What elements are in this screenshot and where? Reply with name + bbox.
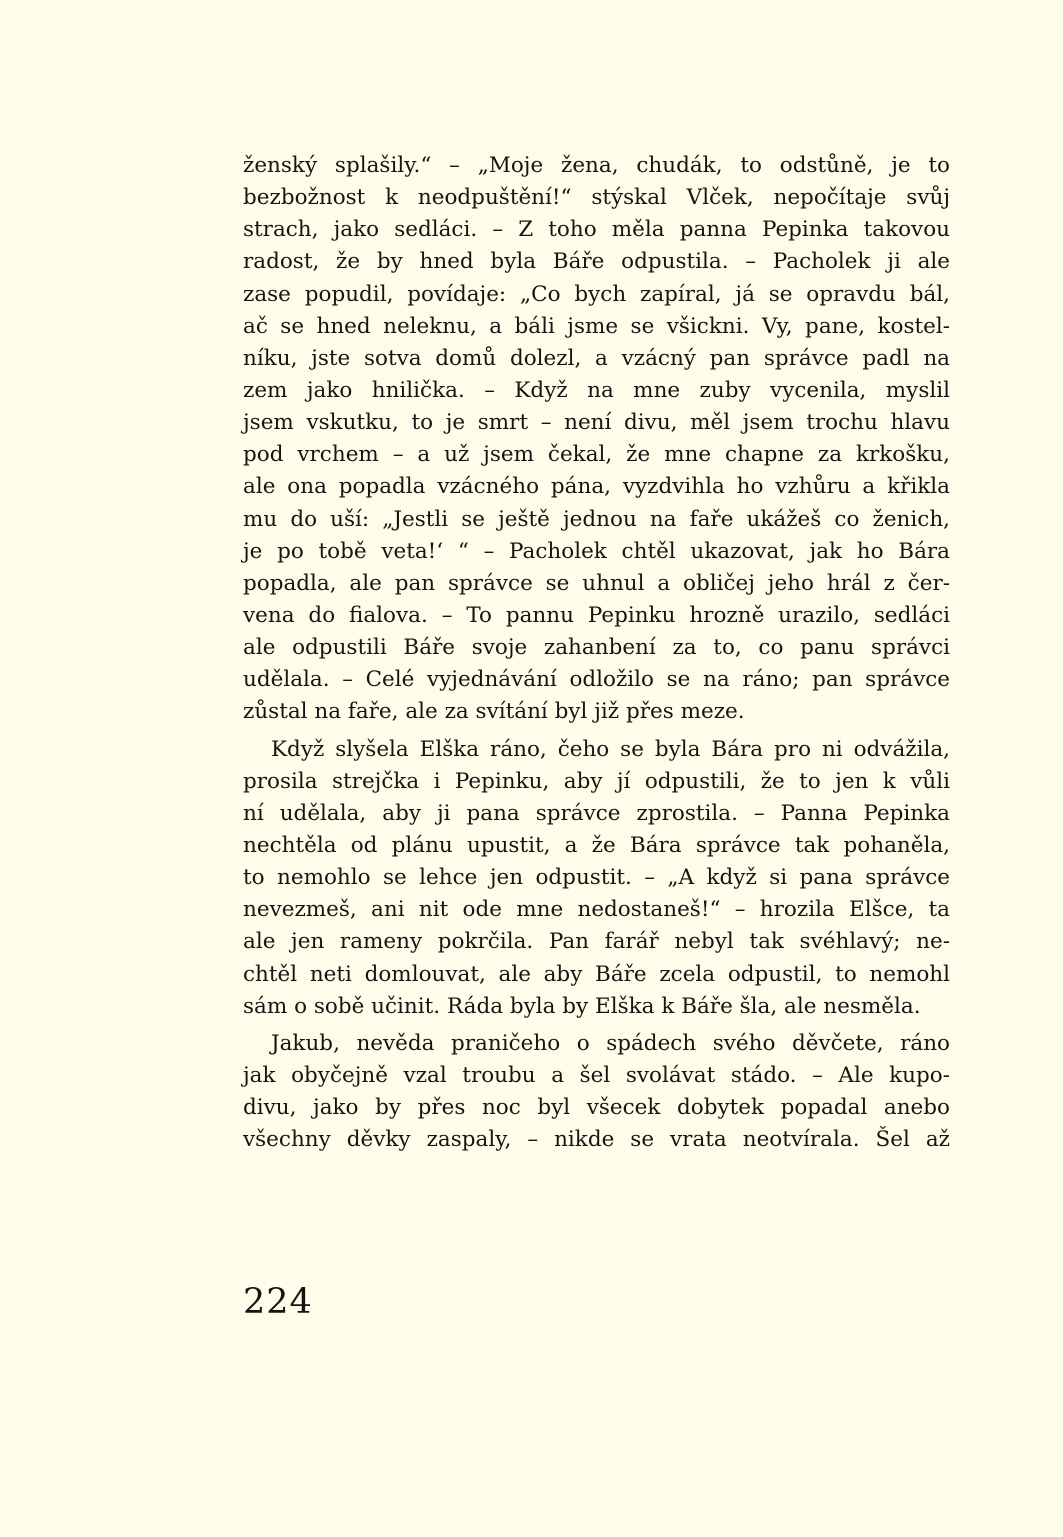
text-line: to nemohlo se lehce jen odpustit. – „A když si pana správce [243, 865, 950, 891]
text-line: vena do fialova. – To pannu Pepinku hrozně urazilo, sedláci [243, 602, 950, 628]
body-text [243, 150, 950, 1156]
text-line: bezbožnost k neodpuštění!“ stýskal Vlček, nepočítaje svůj [243, 185, 950, 211]
text-line: ač se hned neleknu, a báli jsme se všickni. Vy, pane, kostel- [243, 313, 950, 339]
text-line: ale ona popadla vzácného pána, vyzdvihla ho vzhůru a křikla [243, 474, 950, 500]
page-number: 224 [243, 1282, 313, 1322]
text-line: nevezmeš, ani nit ode mne nedostaneš!“ – hrozila Elšce, ta [243, 897, 950, 923]
text-line: je po tobě veta!‘ “ – Pacholek chtěl ukazovat, jak ho Bára [243, 538, 950, 564]
text-line: divu, jako by přes noc byl všecek dobytek popadal anebo [243, 1095, 950, 1121]
text-line: strach, jako sedláci. – Z toho měla panna Pepinka takovou [243, 217, 950, 243]
text-line: Když slyšela Elška ráno, čeho se byla Bára pro ni odvážila, [271, 736, 950, 762]
text-line: chtěl neti domlouvat, ale aby Báře zcela odpustil, to nemohl [243, 961, 950, 987]
text-line: zem jako hnilička. – Když na mne zuby vycenila, myslil [243, 377, 950, 403]
text-line: zůstal na faře, ale za svítání byl již přes meze. [243, 699, 745, 725]
text-line: ní udělala, aby ji pana správce zprostila. – Panna Pepinka [243, 800, 950, 826]
text-line: udělala. – Celé vyjednávání odložilo se na ráno; pan správce [243, 667, 950, 693]
text-line: níku, jste sotva domů dolezl, a vzácný pan správce padl na [243, 345, 950, 371]
text-line: radost, že by hned byla Báře odpustila. – Pacholek ji ale [243, 249, 950, 275]
text-line: popadla, ale pan správce se uhnul a obličej jeho hrál z čer- [243, 570, 950, 596]
text-line: ženský splašily.“ – „Moje žena, chudák, to odstůně, je to [243, 153, 950, 178]
text-line: sám o sobě učinit. Ráda byla by Elška k Báře šla, ale nesměla. [243, 993, 921, 1019]
text-line: zase popudil, povídaje: „Co bych zapíral, já se opravdu bál, [243, 281, 950, 307]
text-line: Jakub, nevěda praničeho o spádech svého děvčete, ráno [271, 1030, 950, 1056]
text-line: pod vrchem – a už jsem čekal, že mne chapne za krkošku, [243, 442, 950, 468]
text-line: prosila strejčka i Pepinku, aby jí odpustili, že to jen k vůli [243, 768, 950, 794]
text-line: jak obyčejně vzal troubu a šel svolávat stádo. – Ale kupo- [243, 1062, 950, 1088]
text-line: jsem vskutku, to je smrt – není divu, měl jsem trochu hlavu [243, 410, 950, 436]
text-line: ale jen rameny pokrčila. Pan farář nebyl tak svéhlavý; ne- [243, 929, 950, 955]
text-line: všechny děvky zaspaly, – nikde se vrata neotvírala. Šel až [243, 1127, 950, 1153]
text-line: mu do uší: „Jestli se ještě jednou na faře ukážeš co ženich, [243, 506, 950, 532]
text-line: ale odpustili Báře svoje zahanbení za to, co panu správci [243, 635, 950, 661]
text-line: nechtěla od plánu upustit, a že Bára správce tak pohaněla, [243, 832, 950, 858]
